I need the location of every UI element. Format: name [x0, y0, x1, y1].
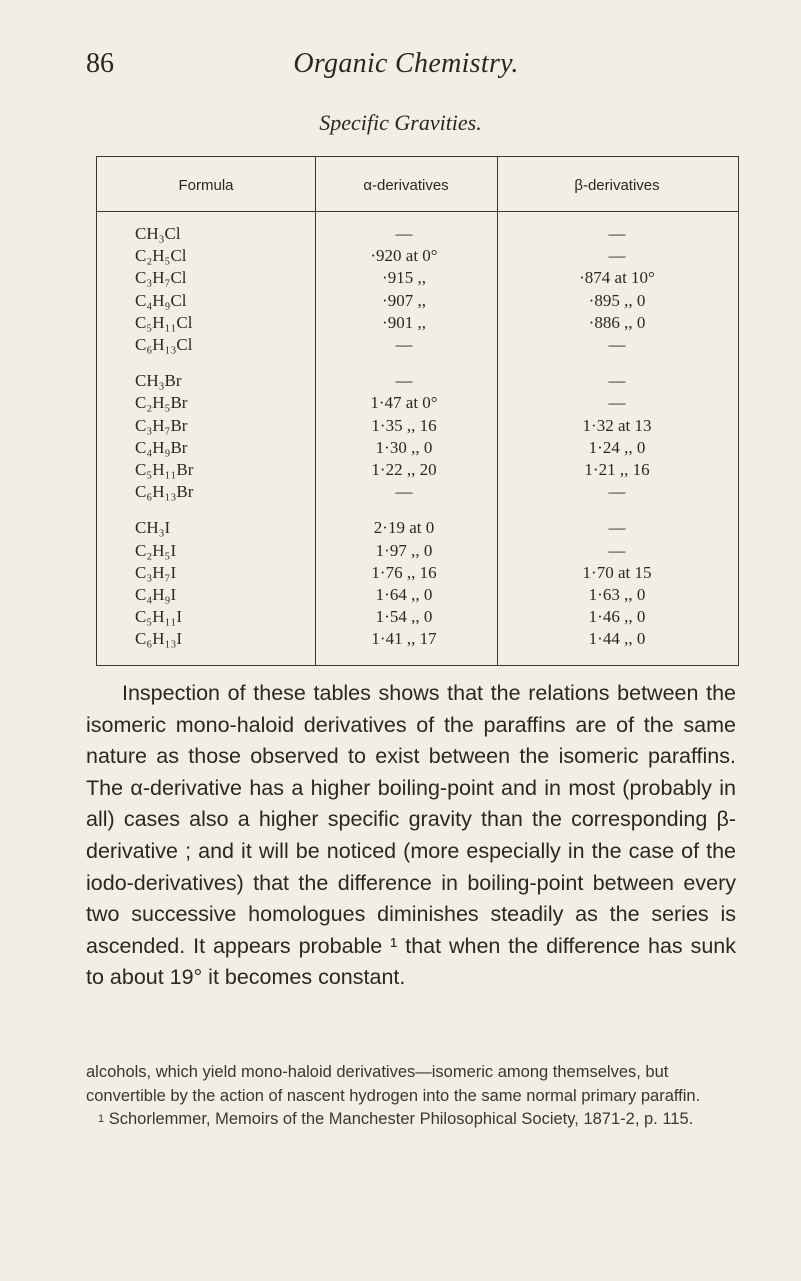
- beta-value-cell: —: [608, 540, 626, 560]
- beta-value-cell: 1·63 ,, 0: [588, 585, 646, 604]
- formula-cell: C₅H₁₁Cl: [135, 312, 193, 332]
- alpha-value-cell: 1·76 ,, 16: [371, 562, 437, 582]
- table-row: [97, 517, 738, 539]
- formula-cell: C₆H₁₃I: [135, 629, 183, 649]
- body-text: [86, 678, 736, 994]
- formula-cell: C₃H₇I: [135, 562, 177, 582]
- table-row: [97, 245, 738, 267]
- alpha-value-cell: 1·30 ,, 0: [375, 437, 433, 457]
- alpha-value-cell: ·901 ,,: [382, 312, 426, 332]
- footnotes: [86, 1061, 736, 1132]
- header-beta: β-derivatives: [574, 177, 660, 194]
- formula-cell: C₆H₁₃Cl: [135, 335, 193, 354]
- table-row: [97, 370, 738, 392]
- formula-cell: C₃H₇Br: [135, 415, 188, 435]
- alpha-value-cell: ·915 ,,: [382, 268, 426, 288]
- alpha-value-cell: —: [395, 371, 413, 391]
- body-paragraph: Inspection of these tables shows that the relations between the isomeric mono-haloid derivatives of the paraffins are of the same nature as those observed to exist between the isomeric paraffins. The α-derivative has a higher boiling-point and in most (probably in all) cases also a higher specific gravity than the corresponding β-derivative ; and it will be noticed (more especially in the case of the iodo-derivatives) that the difference in boiling-point between every two successive homologues diminishes steadily as the series is ascended. It appears probable ¹ that when the difference has sunk to about 19° it becomes constant.: [86, 681, 736, 990]
- alpha-value-cell: —: [395, 335, 413, 354]
- alpha-value-cell: ·907 ,,: [382, 290, 426, 310]
- formula-cell: CH₃Br: [135, 371, 182, 391]
- formula-cell: C₅H₁₁I: [135, 607, 183, 627]
- table-row: [97, 562, 738, 584]
- formula-cell: C₄H₉Br: [135, 437, 188, 457]
- beta-value-cell: —: [608, 246, 626, 266]
- beta-value-cell: —: [608, 224, 626, 243]
- page-header: [86, 48, 726, 88]
- formula-cell: C₄H₉I: [135, 585, 177, 604]
- table-row: [97, 223, 738, 245]
- table-row: [97, 334, 738, 356]
- table-row: [97, 290, 738, 312]
- header-alpha: α-derivatives: [363, 177, 449, 194]
- beta-value-cell: 1·24 ,, 0: [588, 437, 646, 457]
- alpha-value-cell: —: [395, 224, 413, 243]
- table-caption: Specific Gravities.: [319, 110, 482, 135]
- alpha-value-cell: ·920 at 0°: [370, 246, 438, 266]
- formula-cell: C₆H₁₃Br: [135, 482, 194, 502]
- alpha-value-cell: 1·64 ,, 0: [375, 585, 433, 604]
- header-formula: Formula: [178, 177, 234, 194]
- table-row: [97, 392, 738, 414]
- table-row: [97, 459, 738, 481]
- alpha-value-cell: 1·47 at 0°: [370, 393, 438, 413]
- formula-cell: C₂H₅Br: [135, 393, 188, 413]
- beta-value-cell: 1·32 at 13: [582, 415, 652, 435]
- header-rule: [97, 211, 738, 212]
- table-row: [97, 628, 738, 650]
- alpha-value-cell: 1·22 ,, 20: [371, 460, 437, 479]
- beta-value-cell: —: [608, 518, 626, 538]
- specific-gravity-table: [96, 156, 739, 666]
- alpha-value-cell: 1·41 ,, 17: [371, 629, 437, 649]
- table-row: [97, 267, 738, 289]
- alpha-value-cell: 2·19 at 0: [373, 518, 435, 538]
- beta-value-cell: 1·21 ,, 16: [584, 460, 650, 479]
- alpha-value-cell: —: [395, 482, 413, 502]
- table-row: [97, 437, 738, 459]
- footnote-citation: [86, 1108, 736, 1132]
- table-row: [97, 415, 738, 437]
- table-row: [97, 481, 738, 503]
- page-number: 86: [86, 48, 114, 79]
- table-row: [97, 540, 738, 562]
- alpha-value-cell: 1·54 ,, 0: [375, 607, 433, 627]
- beta-value-cell: —: [608, 482, 626, 502]
- beta-value-cell: 1·46 ,, 0: [588, 607, 646, 627]
- formula-cell: CH₃I: [135, 518, 171, 538]
- beta-value-cell: ·874 at 10°: [579, 268, 655, 288]
- table-row: [97, 312, 738, 334]
- beta-value-cell: —: [608, 335, 626, 354]
- beta-value-cell: 1·44 ,, 0: [588, 629, 646, 649]
- formula-cell: C₄H₉Cl: [135, 290, 187, 310]
- running-title: Organic Chemistry.: [293, 48, 519, 79]
- beta-value-cell: 1·70 at 15: [582, 562, 652, 582]
- formula-cell: C₃H₇Cl: [135, 268, 187, 288]
- beta-value-cell: ·895 ,, 0: [588, 290, 646, 310]
- table-row: [97, 606, 738, 628]
- formula-cell: C₂H₅I: [135, 540, 177, 560]
- footnote-continuation: alcohols, which yield mono-haloid derivatives—isomeric among themselves, but convertible by the action of nascent hydrogen into the same normal primary paraffin.: [86, 1063, 701, 1105]
- formula-cell: C₅H₁₁Br: [135, 460, 194, 479]
- formula-cell: CH₃Cl: [135, 224, 181, 243]
- beta-value-cell: —: [608, 371, 626, 391]
- beta-value-cell: —: [608, 393, 626, 413]
- footnote-mark: 1: [98, 1113, 105, 1125]
- alpha-value-cell: 1·35 ,, 16: [371, 415, 437, 435]
- formula-cell: C₂H₅Cl: [135, 246, 187, 266]
- table-row: [97, 584, 738, 606]
- alpha-value-cell: 1·97 ,, 0: [375, 540, 433, 560]
- beta-value-cell: ·886 ,, 0: [588, 312, 646, 332]
- footnote-citation-text: Schorlemmer, Memoirs of the Manchester Philosophical Society, 1871-2, p. 115.: [108, 1110, 694, 1128]
